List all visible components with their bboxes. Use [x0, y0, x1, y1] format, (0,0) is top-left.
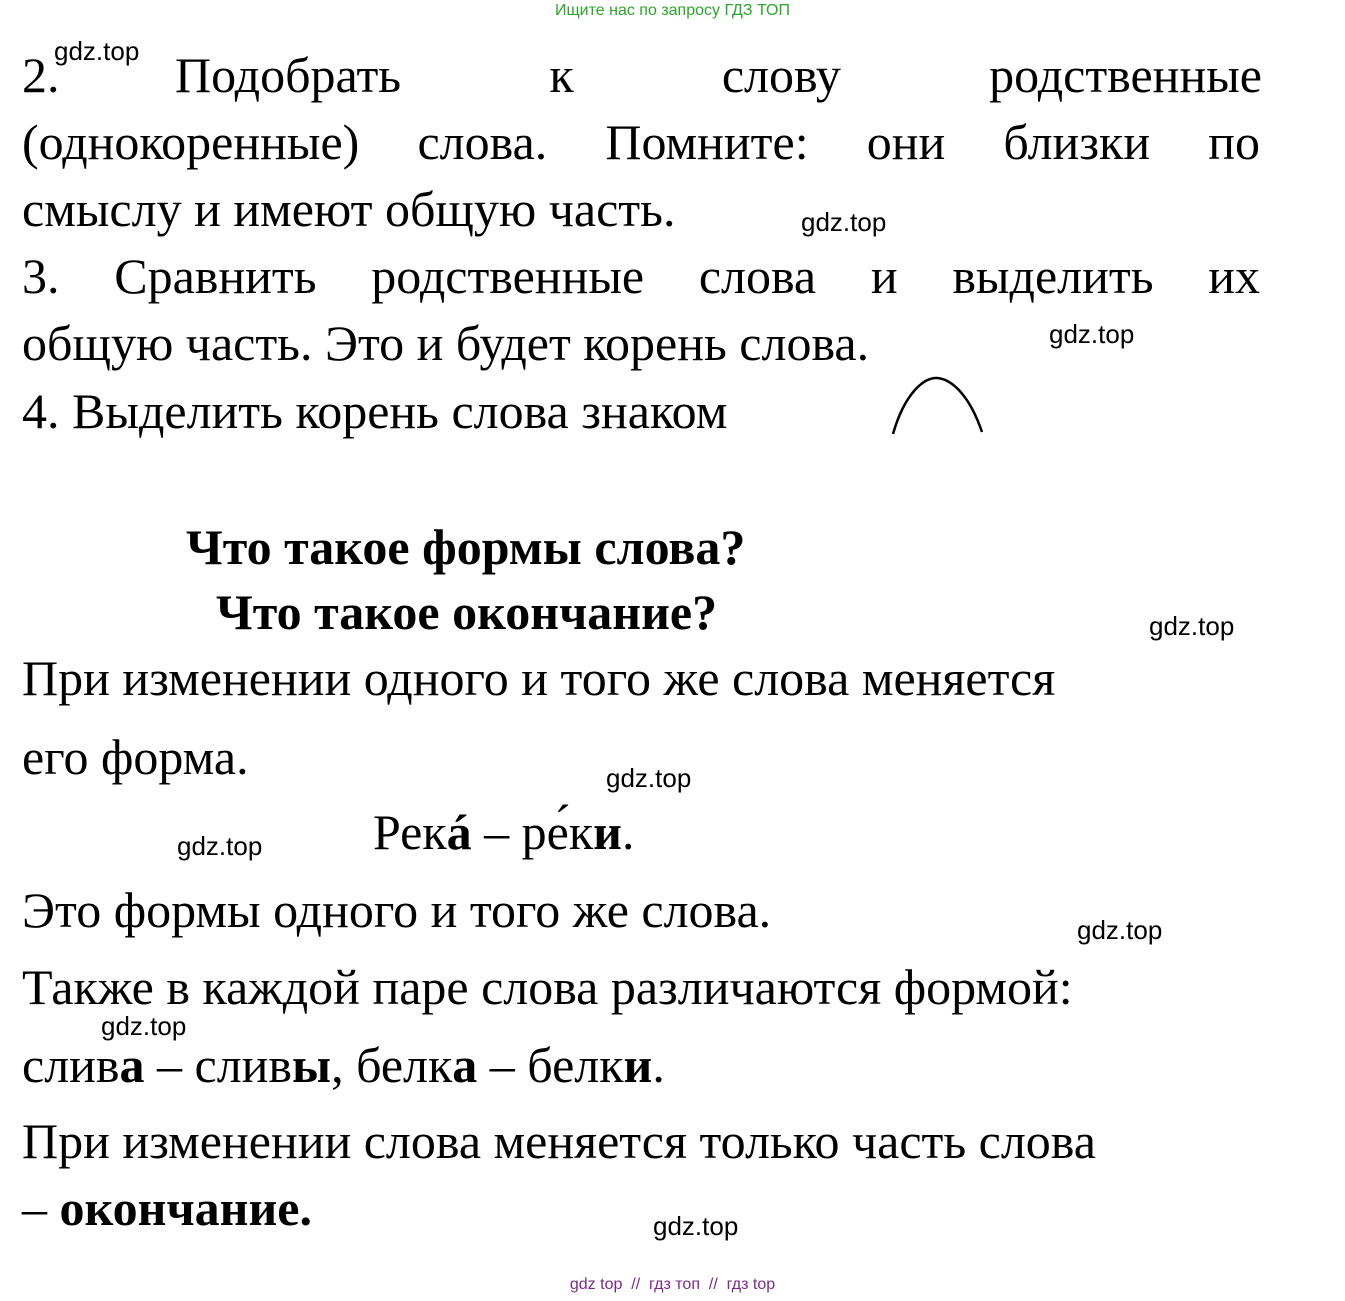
watermark: gdz.top — [1049, 319, 1135, 349]
pair-dash1: – — [144, 1037, 195, 1093]
root-arc-icon — [885, 372, 990, 437]
pair-stem2: слив — [194, 1037, 293, 1093]
watermark: gdz.top — [801, 207, 887, 237]
example-ending1: á — [446, 804, 472, 860]
example-stem1: Рек — [373, 804, 447, 860]
pair-ending2: ы — [292, 1037, 332, 1093]
pair-dash2: – — [477, 1037, 528, 1093]
heading-line1: Что такое формы слова? — [186, 519, 746, 575]
para4-term: окончание. — [59, 1180, 312, 1236]
para4-line2 — [22, 1178, 312, 1238]
para3: Также в каждой паре слова различаются формой: — [22, 959, 1073, 1015]
heading-line2: Что такое окончание? — [216, 584, 718, 640]
para4-line1: При изменении слова меняется только часть слова — [22, 1113, 1096, 1169]
step4-line: 4. Выделить корень слова знаком — [22, 383, 728, 439]
step2-number: 2. — [22, 47, 60, 103]
watermark: gdz.top — [177, 831, 263, 861]
watermark: gdz.top — [101, 1011, 187, 1041]
pair-stem1: слив — [22, 1037, 120, 1093]
pair-period: . — [652, 1037, 665, 1093]
step2-line3: смыслу и имеют общую часть. — [22, 181, 676, 237]
pair-stem4: белк — [527, 1037, 624, 1093]
step2-line1: Подобрать к слову родственные — [175, 47, 1262, 103]
pair-ending1: а — [119, 1037, 145, 1093]
pair-stem3: белк — [356, 1037, 453, 1093]
step2-line2: (однокоренные) слова. Помните: они близки по — [22, 114, 1260, 170]
para2: Это формы одного и того же слова. — [22, 882, 772, 938]
example-river — [373, 802, 634, 862]
para1-line2: его форма. — [22, 729, 249, 785]
watermark: gdz.top — [1077, 915, 1163, 945]
pair-ending3: а — [452, 1037, 478, 1093]
top-banner: Ищите нас по запросу ГДЗ ТОП — [555, 2, 790, 19]
pairs-line — [22, 1035, 665, 1095]
watermark: gdz.top — [653, 1211, 739, 1241]
example-period: . — [621, 804, 635, 860]
example-dash: – — [471, 804, 522, 860]
example-stem2: ре́к — [521, 804, 594, 860]
step3-line2: общую часть. Это и будет корень слова. — [22, 315, 870, 371]
para4-dash: – — [22, 1180, 60, 1236]
watermark: gdz.top — [54, 36, 140, 66]
footer-links: gdz top // гдз топ // гдз top — [569, 1276, 776, 1293]
watermark: gdz.top — [606, 763, 692, 793]
watermark: gdz.top — [1149, 611, 1235, 641]
para1-line1: При изменении одного и того же слова меняется — [22, 650, 1056, 706]
example-ending2: и — [593, 804, 622, 860]
pair-separator: , — [331, 1037, 357, 1093]
step3-line1: 3. Сравнить родственные слова и выделить их — [22, 248, 1260, 304]
pair-ending4: и — [623, 1037, 653, 1093]
